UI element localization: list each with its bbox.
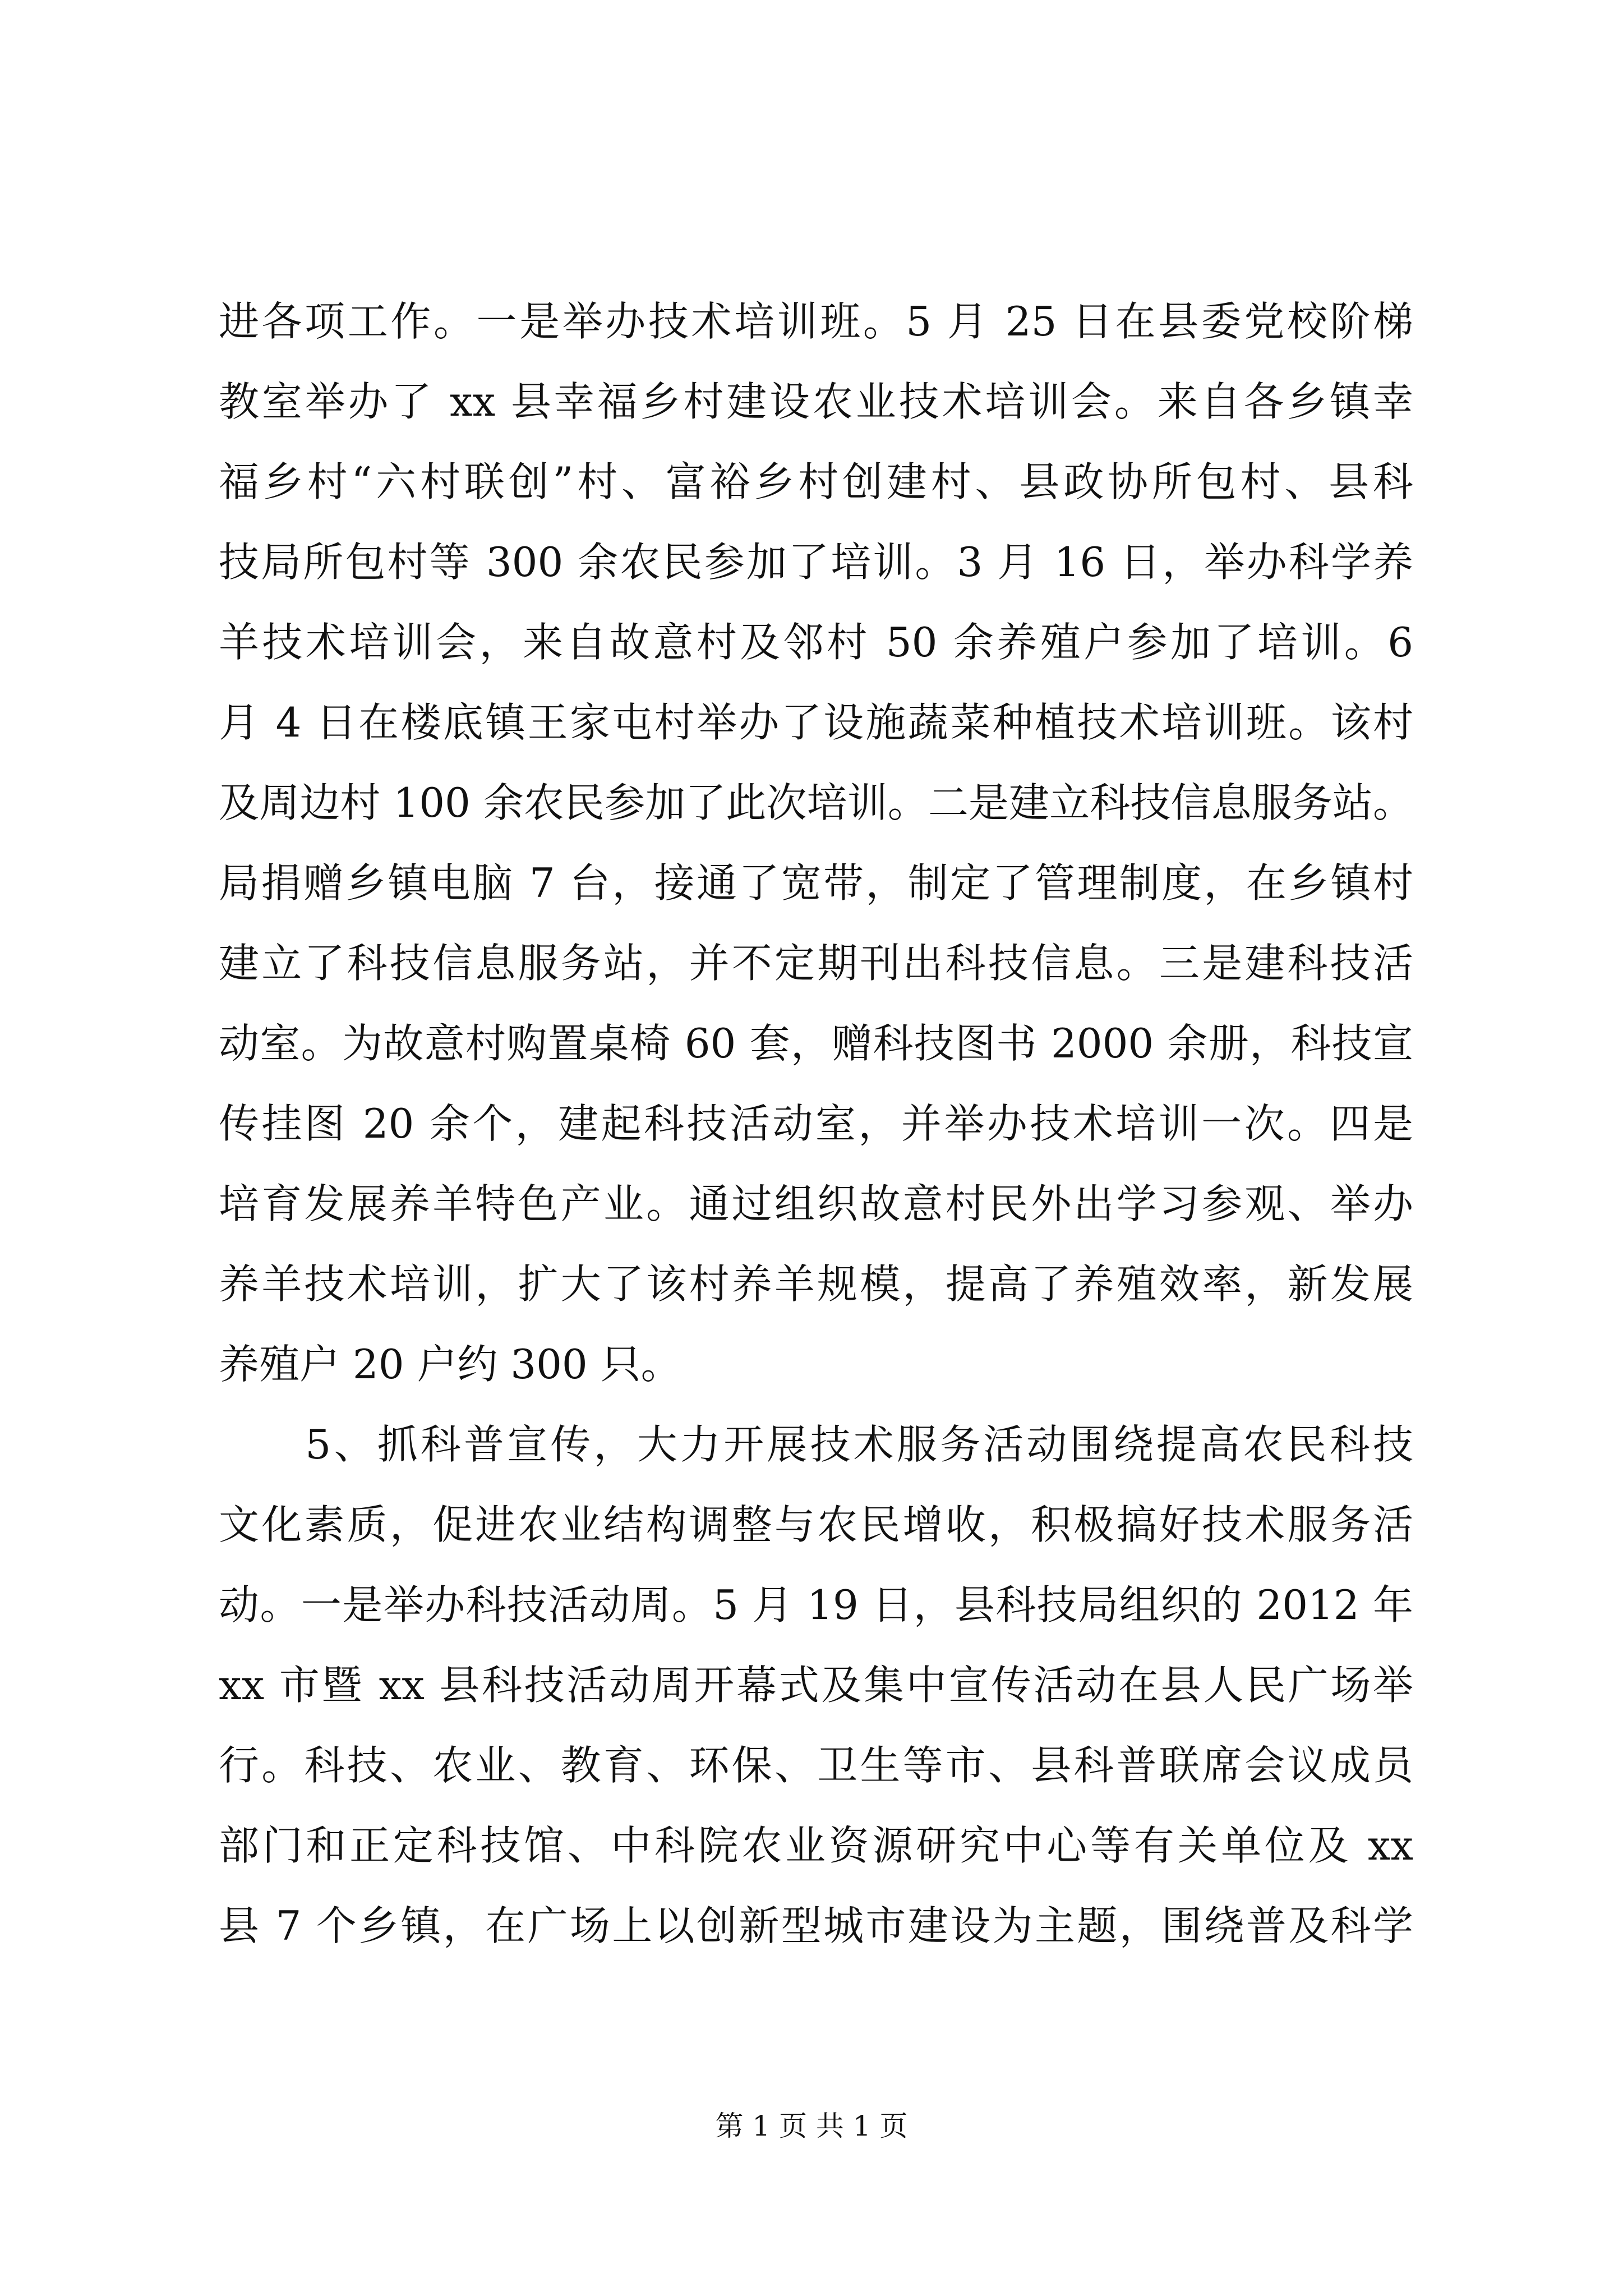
text-line: 养殖户 20 户约 300 只。 (219, 1341, 681, 1388)
text-line: 动。一是举办科技活动周。5 月 19 日，县科技局组织的 2012 年 (219, 1581, 1413, 1628)
text-line: 福乡村“六村联创”村、富裕乡村创建村、县政协所包村、县科 (219, 458, 1413, 505)
text-line: 传挂图 20 余个，建起科技活动室，并举办技术培训一次。四是 (219, 1100, 1413, 1147)
text-line: 培育发展养羊特色产业。通过组织故意村民外出学习参观、举办 (219, 1180, 1413, 1227)
text-line: 进各项工作。一是举办技术培训班。5 月 25 日在县委党校阶梯 (219, 298, 1413, 345)
text-line: xx 市暨 xx 县科技活动周开幕式及集中宣传活动在县人民广场举 (219, 1662, 1413, 1709)
text-line: 及周边村 100 余农民参加了此次培训。二是建立科技信息服务站。 (219, 779, 1413, 826)
text-line: 5、抓科普宣传，大力开展技术服务活动围绕提高农民科技 (219, 1421, 1413, 1468)
text-line: 养羊技术培训，扩大了该村养羊规模，提高了养殖效率，新发展 (219, 1260, 1413, 1308)
page-footer: 第 1 页 共 1 页 (715, 2110, 908, 2142)
text-line: 羊技术培训会，来自故意村及邻村 50 余养殖户参加了培训。6 (219, 619, 1413, 666)
text-line: 县 7 个乡镇，在广场上以创新型城市建设为主题，围绕普及科学 (219, 1902, 1413, 1949)
text-line: 行。科技、农业、教育、环保、卫生等市、县科普联席会议成员 (219, 1742, 1413, 1789)
text-line: 月 4 日在楼底镇王家屯村举办了设施蔬菜种植技术培训班。该村 (219, 699, 1413, 746)
text-line: 动室。为故意村购置桌椅 60 套，赠科技图书 2000 余册，科技宣 (219, 1020, 1413, 1067)
text-line: 技局所包村等 300 余农民参加了培训。3 月 16 日，举办科学养 (219, 539, 1413, 586)
text-line: 教室举办了 xx 县幸福乡村建设农业技术培训会。来自各乡镇幸 (219, 378, 1413, 425)
text-line: 局捐赠乡镇电脑 7 台，接通了宽带，制定了管理制度，在乡镇村 (219, 859, 1413, 907)
text-line: 建立了科技信息服务站，并不定期刊出科技信息。三是建科技活 (219, 940, 1413, 987)
text-line: 文化素质，促进农业结构调整与农民增收，积极搞好技术服务活 (219, 1501, 1413, 1548)
text-line: 部门和正定科技馆、中科院农业资源研究中心等有关单位及 xx (219, 1822, 1413, 1869)
